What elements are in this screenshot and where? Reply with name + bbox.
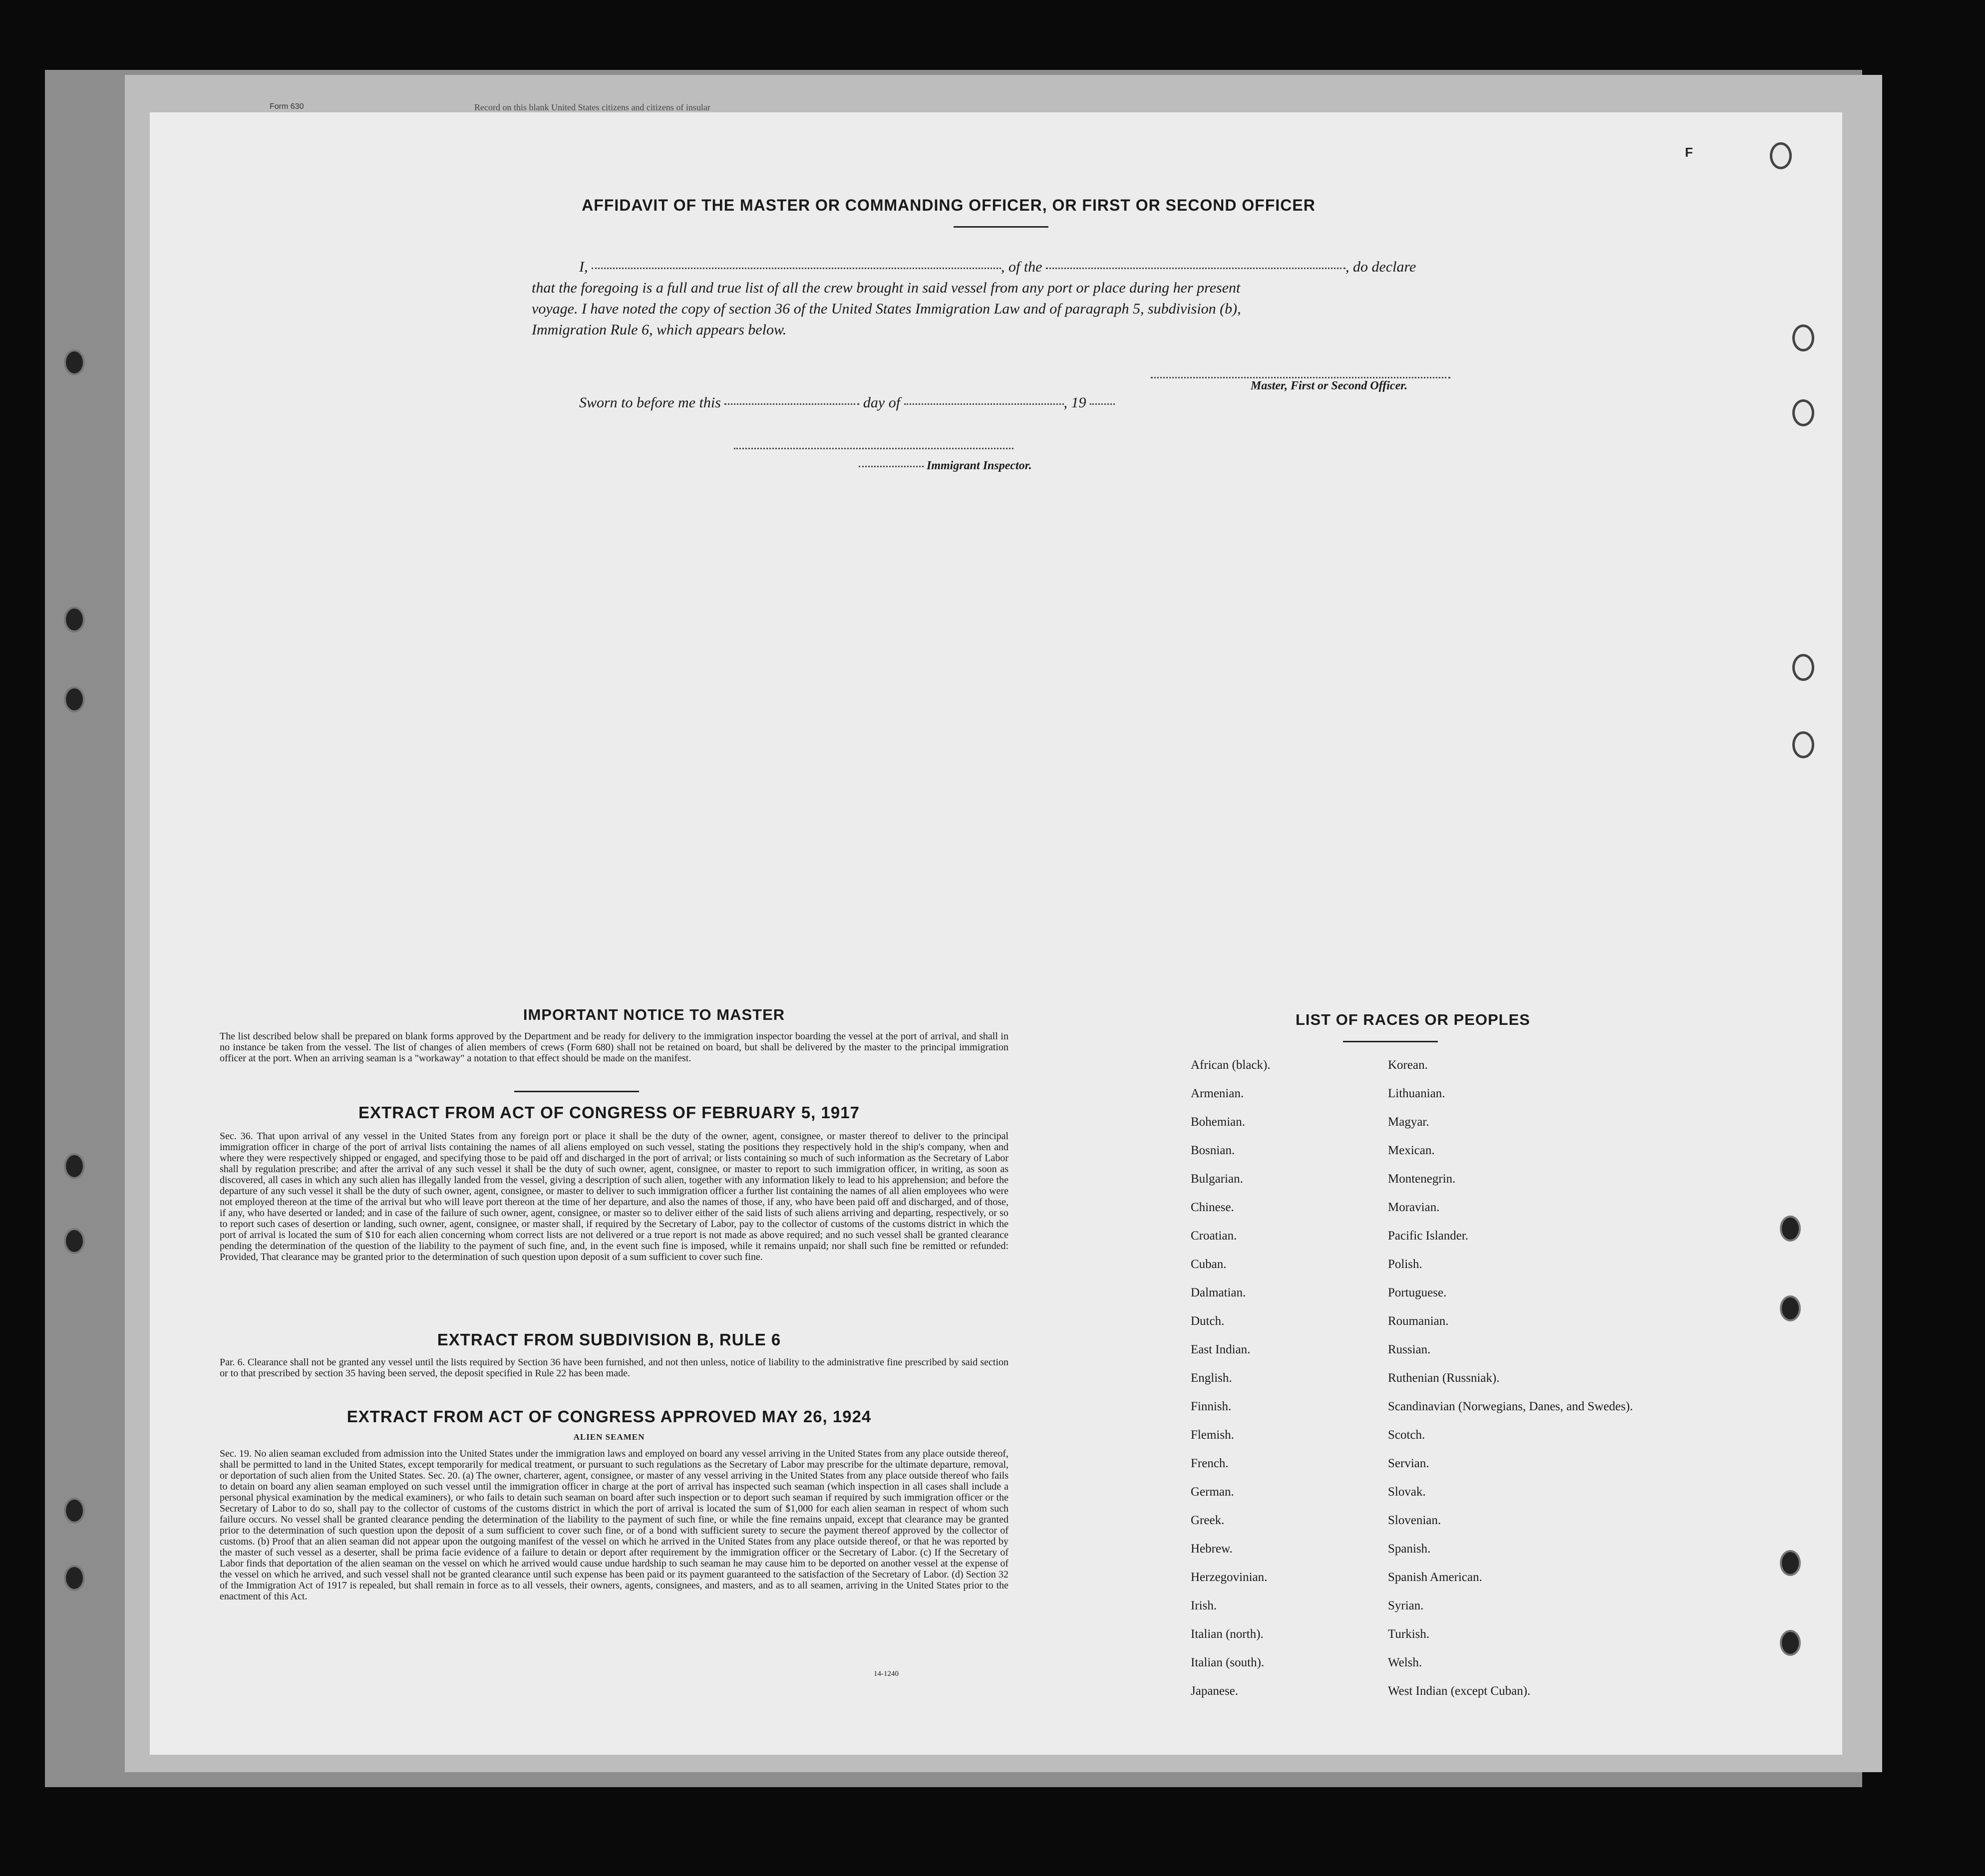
race-item: Italian (south).	[1191, 1656, 1265, 1669]
race-item: East Indian.	[1191, 1343, 1251, 1356]
inspector-label: Immigrant Inspector.	[927, 459, 1032, 472]
extract3-title: EXTRACT FROM ACT OF CONGRESS APPROVED MAY 26, 1924	[346, 1407, 872, 1426]
race-item: Dutch.	[1191, 1314, 1225, 1328]
inspector-row	[859, 459, 1032, 473]
binder-hole	[64, 1153, 85, 1179]
races-column-2	[1388, 1051, 1633, 1705]
race-item: Bulgarian.	[1191, 1172, 1243, 1186]
affidavit-title: AFFIDAVIT OF THE MASTER OR COMMANDING OFFICER, OR FIRST OR SECOND OFFICER	[582, 196, 1316, 214]
race-item: Herzegovinian.	[1191, 1570, 1268, 1584]
races-column-1	[1191, 1051, 1271, 1705]
day-blank[interactable]	[724, 403, 859, 405]
form-page	[150, 112, 1842, 1755]
race-item: Japanese.	[1191, 1684, 1239, 1698]
extract2-title: EXTRACT FROM SUBDIVISION B, RULE 6	[437, 1330, 781, 1349]
notice-rule	[514, 1091, 639, 1092]
extract2-body: Par. 6. Clearance shall not be granted any vessel until the lists required by Section 36 have been furnished, and not then unless, notice of liability to the administrative fine prescribed by said section or to that prescribed by section 35 having been served, the deposit specified in Rule 22 has been made.	[220, 1357, 1008, 1379]
name-blank[interactable]	[592, 268, 1001, 269]
race-item: Ruthenian (Russniak).	[1388, 1371, 1500, 1385]
race-item: Irish.	[1191, 1599, 1217, 1612]
race-item: Servian.	[1388, 1457, 1429, 1470]
race-item: Spanish.	[1388, 1542, 1431, 1556]
binder-hole	[64, 1228, 85, 1254]
race-item: Montenegrin.	[1388, 1172, 1456, 1186]
race-item: Scotch.	[1388, 1428, 1425, 1442]
binder-hole	[1792, 324, 1814, 351]
race-item: Armenian.	[1191, 1087, 1244, 1100]
race-item: Dalmatian.	[1191, 1286, 1246, 1299]
race-item: Slovenian.	[1388, 1514, 1441, 1527]
race-item: Bosnian.	[1191, 1144, 1235, 1157]
race-item: Mexican.	[1388, 1144, 1435, 1157]
notice-title: IMPORTANT NOTICE TO MASTER	[523, 1006, 785, 1023]
race-item: Magyar.	[1388, 1115, 1429, 1129]
year-label: , 19	[1063, 394, 1086, 411]
binder-hole	[1780, 1550, 1801, 1576]
race-item: Pacific Islander.	[1388, 1229, 1469, 1243]
race-item: Hebrew.	[1191, 1542, 1233, 1556]
race-item: Croatian.	[1191, 1229, 1237, 1243]
extract1-title: EXTRACT FROM ACT OF CONGRESS OF FEBRUARY 5, 1917	[358, 1103, 860, 1122]
race-item: English.	[1191, 1371, 1232, 1385]
race-item: Russian.	[1388, 1343, 1431, 1356]
binder-hole	[64, 686, 85, 712]
binder-hole	[1792, 731, 1814, 758]
affidavit-line1	[579, 259, 1416, 276]
affidavit-line2: that the foregoing is a full and true list of all the crew brought in said vessel from any port or place during her present	[532, 280, 1241, 296]
race-item: Scandinavian (Norwegians, Danes, and Swedes).	[1388, 1400, 1633, 1413]
affidavit-of-the: , of the	[1001, 259, 1042, 275]
extract1-body: Sec. 36. That upon arrival of any vessel in the United States from any foreign port or place it shall be the duty of the owner, agent, consignee, or master thereof to deliver to the principal immigration officer in charge of the port of arrival lists containing the names of all aliens employed on such vessel, stating the positions they respectively hold in the ship's company, when and where they were respectively shipped or engaged, and specifying those to be paid off and discharged in the port of arrival; or lists containing so much of such information as the Secretary of Labor shall by regulation prescribe; and after the arrival of any such vessel it shall be the duty of such owner, agent, consignee, or master to report to such immigration officer, in writing, as soon as discovered, all cases in which any such alien has illegally landed from the vessel, giving a description of such alien, together with any information likely to lead to his apprehension; and before the departure of any such vessel it shall be the duty of such owner, agent, consignee, or master to deliver to such immigration officer a further list containing the names of all alien employees who were not employed thereon at the time of the arrival but who will leave port thereon at the time of her departure, and also the names of those, if any, who have been paid off and discharged, and of those, if any, who have deserted or landed; and in case of the failure of such owner, agent, consignee, or master so to deliver either of the said lists of such aliens arriving and departing, respectively, or so to report such cases of desertion or landing, such owner, agent, consignee, or master shall, if required by the Secretary of Labor, pay to the collector of customs of the customs district in which the port of arrival is located the sum of $10 for each alien concerning whom correct lists are not delivered or a true report is not made as above required; and no such vessel shall be granted clearance pending the determination of the question of the liability to the payment of such fine, and, in the event such fine is imposed, while it remains unpaid; nor shall such fine be remitted or refunded: Provided, That clearance may be granted prior to the determination of such question upon deposit of a sum sufficient to cover such fine.	[220, 1131, 1008, 1262]
races-title: LIST OF RACES OR PEOPLES	[1295, 1011, 1531, 1028]
form-number: Form 630	[270, 102, 304, 111]
race-item: Roumanian.	[1388, 1314, 1449, 1328]
binder-hole	[64, 349, 85, 375]
binder-hole	[1780, 1216, 1801, 1242]
affidavit-do-declare: , do declare	[1345, 259, 1416, 275]
race-item: Slovak.	[1388, 1485, 1426, 1499]
race-item: Finnish.	[1191, 1400, 1232, 1413]
affidavit-line3: voyage. I have noted the copy of section 36 of the United States Immigration Law and of paragraph 5, subdivision (b),	[532, 301, 1241, 317]
day-of-label: day of	[863, 394, 901, 411]
race-item: Turkish.	[1388, 1627, 1430, 1641]
race-item: Polish.	[1388, 1257, 1422, 1271]
sworn-line	[579, 394, 1115, 411]
binder-hole	[64, 1565, 85, 1591]
inspector-signature-line[interactable]	[734, 448, 1013, 449]
notice-body: The list described below shall be prepared on blank forms approved by the Department and be ready for delivery to the immigration inspector boarding the vessel at the port of arrival, and shall in no instance be taken from the vessel. The list of changes of alien members of crews (Form 680) shall not be retained on board, but shall be delivered by the master to the principal immigration officer at the port. When an arriving seaman is a "workaway" a notation to that effect should be made on the manifest.	[220, 1031, 1008, 1064]
year-blank[interactable]	[1090, 403, 1115, 405]
month-blank[interactable]	[904, 403, 1064, 405]
binder-hole	[64, 607, 85, 632]
sworn-label: Sworn to before me this	[579, 394, 721, 411]
races-rule	[1343, 1041, 1438, 1042]
race-item: Spanish American.	[1388, 1570, 1482, 1584]
race-item: Korean.	[1388, 1058, 1428, 1072]
race-item: French.	[1191, 1457, 1229, 1470]
vessel-blank[interactable]	[1046, 268, 1345, 269]
race-item: Italian (north).	[1191, 1627, 1264, 1641]
inspector-leader	[859, 466, 924, 467]
race-item: Portuguese.	[1388, 1286, 1447, 1299]
binder-hole	[64, 1498, 85, 1524]
header-text: Record on this blank United States citizens and citizens of insular	[474, 102, 710, 112]
race-item: Greek.	[1191, 1514, 1225, 1527]
form-code: 14-1240	[874, 1670, 899, 1678]
race-item: Bohemian.	[1191, 1115, 1246, 1129]
affidavit-i: I,	[579, 259, 588, 275]
title-rule	[954, 226, 1048, 228]
master-signature-label: Master, First or Second Officer.	[1251, 379, 1408, 392]
race-item: Chinese.	[1191, 1201, 1234, 1214]
binder-hole	[1780, 1295, 1801, 1321]
race-item: West Indian (except Cuban).	[1388, 1684, 1531, 1698]
race-item: African (black).	[1191, 1058, 1271, 1072]
race-item: Flemish.	[1191, 1428, 1234, 1442]
binder-hole	[1780, 1630, 1801, 1656]
race-item: Cuban.	[1191, 1257, 1227, 1271]
race-item: Moravian.	[1388, 1201, 1440, 1214]
binder-hole	[1792, 399, 1814, 426]
race-item: German.	[1191, 1485, 1234, 1499]
race-item: Syrian.	[1388, 1599, 1424, 1612]
affidavit-line4: Immigration Rule 6, which appears below.	[532, 321, 787, 338]
extract3-subtitle: ALIEN SEAMEN	[573, 1432, 645, 1442]
race-item: Welsh.	[1388, 1656, 1422, 1669]
binder-hole	[1792, 654, 1814, 681]
race-item: Lithuanian.	[1388, 1087, 1445, 1100]
master-signature-line[interactable]	[1151, 377, 1450, 378]
page-stamp: F	[1685, 145, 1693, 160]
extract3-body: Sec. 19. No alien seaman excluded from admission into the United States under the immigration laws and employed on board any vessel arriving in the United States from any place outside thereof, shall be permitted to land in the United States, except temporarily for medical treatment, or pursuant to such regulations as the Secretary of Labor may prescribe for the ultimate departure, removal, or deportation of such alien from the United States. Sec. 20. (a) The owner, charterer, agent, consignee, or master of any vessel arriving in the United States from any place outside thereof who fails to detain on board any alien seaman employed on such vessel until the immigration officer in charge at the port of arrival has inspected such seaman (which inspection in all cases shall include a personal physical examination by the medical examiners), or who fails to detain such seaman on board after such inspection or to deport such seaman if required by such immigration officer or the Secretary of Labor to do so, shall pay to the collector of customs of the customs district in which the port of arrival is located the sum of $1,000 for each alien seaman in respect of whom such failure occurs. No vessel shall be granted clearance pending the determination of the liability to the payment of such fine, or while the fine remains unpaid, except that clearance may be granted prior to the determination of such question upon the deposit of a sum sufficient to cover such fine, or of a bond with sufficient surety to secure the payment thereof approved by the collector of customs. (b) Proof that an alien seaman did not appear upon the outgoing manifest of the vessel on which he arrived in the United States from any place outside thereof, or that he was reported by the master of such vessel as a deserter, shall be prima facie evidence of a failure to detain or deport after requirement by the immigration officer or the Secretary of Labor. (c) If the Secretary of Labor finds that deportation of the alien seaman on the vessel on which he arrived would cause undue hardship to such seaman he may cause him to be deported on another vessel at the expense of the vessel on which he arrived, and such vessel shall not be granted clearance until such expense has been paid or its payment guaranteed to the satisfaction of the Secretary of Labor. (d) Section 32 of the Immigration Act of 1917 is repealed, but shall remain in force as to all vessels, their owners, agents, consignees, and masters, and as to all seamen, arriving in the United States prior to the enactment of this Act.	[220, 1448, 1008, 1602]
binder-hole	[1770, 142, 1792, 169]
